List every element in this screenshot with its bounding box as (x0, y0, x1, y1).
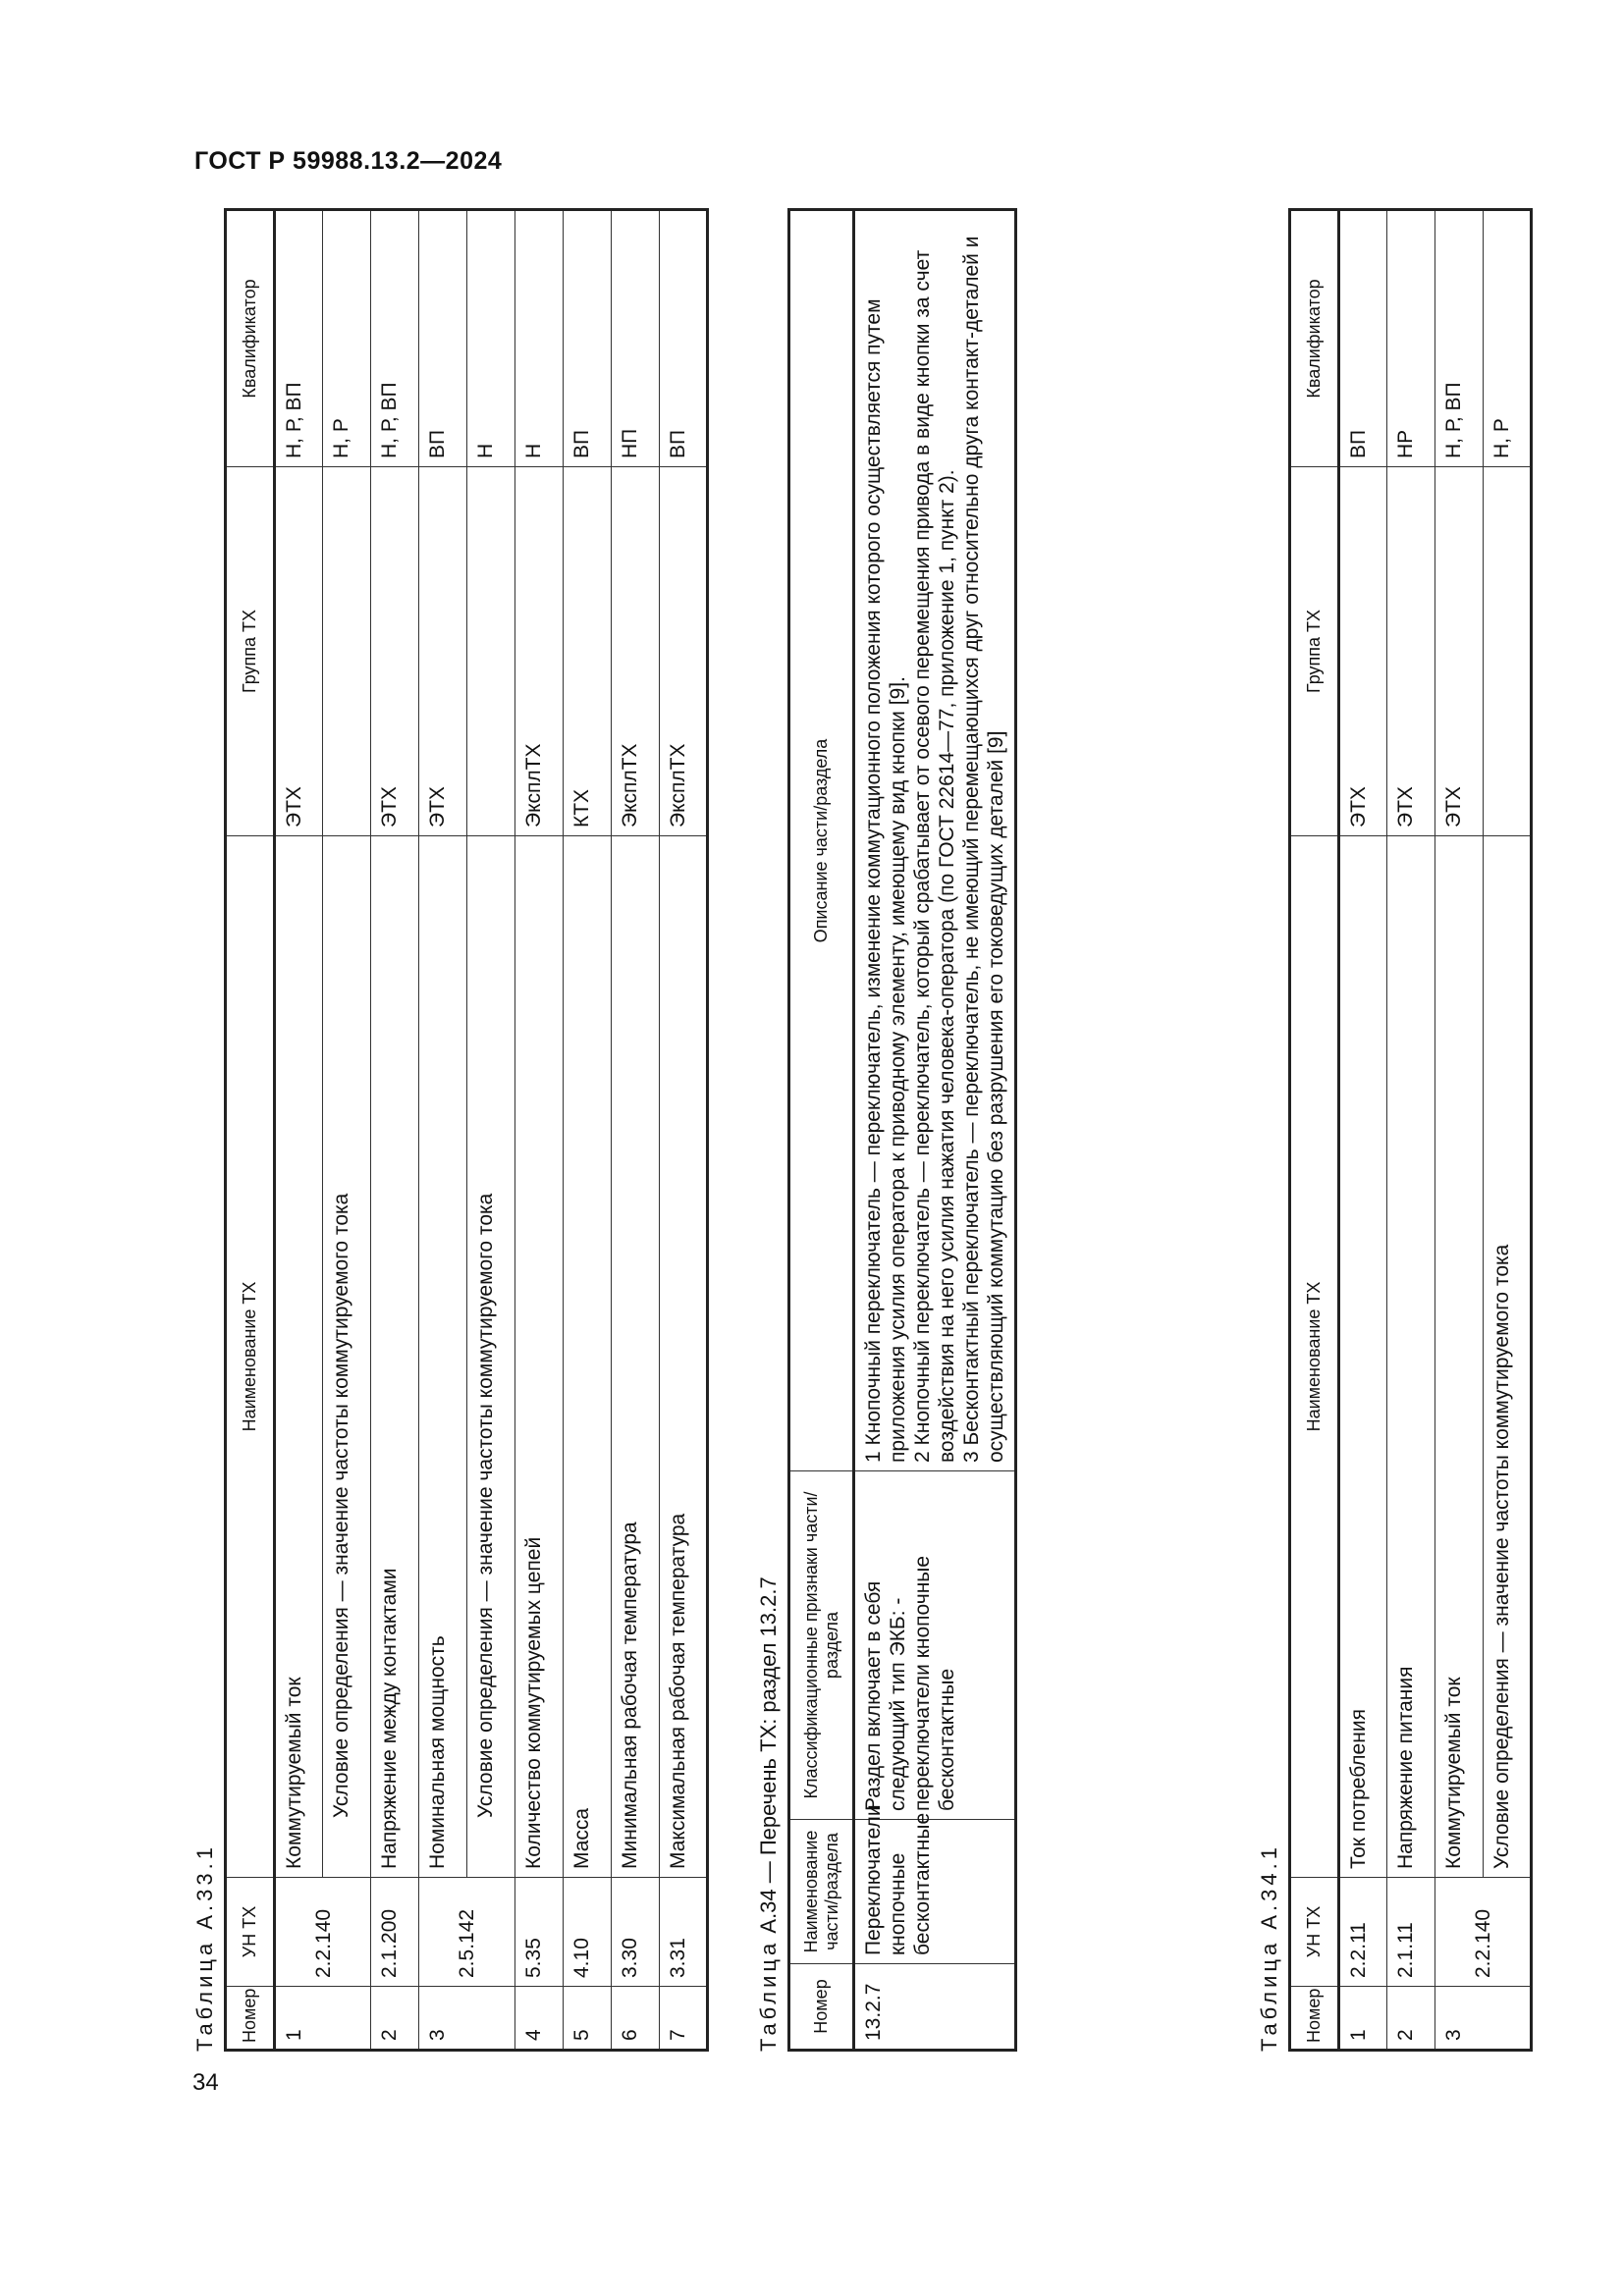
cell-name: Напряжение питания (1387, 836, 1435, 1878)
cell-number: 3 (419, 1987, 515, 2051)
cell-group: ЭТХ (275, 467, 323, 836)
col-header-number: Номер (789, 1964, 854, 2051)
cell-number: 1 (275, 1987, 371, 2051)
cell-code: 3.31 (660, 1878, 708, 1987)
table-header-row (1290, 210, 1339, 2051)
table-a34-1-caption: Таблица А.34.1 (1257, 1843, 1281, 2052)
cell-number: 2 (1387, 1987, 1435, 2051)
col-header-name: Наименование ТХ (226, 836, 275, 1878)
table-row (564, 210, 612, 2051)
cell-name: Условие определения — значение частоты коммутируемого тока (1484, 836, 1532, 1878)
cell-group: ЭксплТХ (612, 467, 660, 836)
cell-code: 3.30 (612, 1878, 660, 1987)
col-header-features: Классификационные признаки части/раздела (789, 1471, 854, 1820)
cell-group (1484, 467, 1532, 836)
cell-code: 2.2.140 (275, 1878, 371, 1987)
cell-group: ЭксплТХ (515, 467, 564, 836)
table-a34 (787, 208, 1017, 2052)
page-number: 34 (192, 2069, 219, 2096)
cell-qualifier: Н, Р, ВП (1435, 210, 1484, 467)
cell-number: 2 (371, 1987, 419, 2051)
cell-code: 5.35 (515, 1878, 564, 1987)
table-a34-caption-label: Таблица (756, 1939, 781, 2052)
cell-group: ЭксплТХ (660, 467, 708, 836)
cell-qualifier: Н, Р, ВП (275, 210, 323, 467)
cell-group: ЭТХ (1339, 467, 1387, 836)
table-row (419, 210, 467, 2051)
table-row (275, 210, 323, 2051)
table-a33-1-caption: Таблица А.33.1 (192, 1843, 217, 2052)
table-row (467, 210, 515, 2051)
col-header-name: Наименование ТХ (1290, 836, 1339, 1878)
cell-code: 4.10 (564, 1878, 612, 1987)
table-row (1484, 210, 1532, 2051)
description-item: 2 Кнопочный переключатель — переключатель, который срабатывает от осевого перемещения привода в виде кнопки за счет воздействия на него усилия нажатия человека-оператора (по ГОСТ 22614—77, приложение 1, пункт 2). (911, 249, 958, 1463)
cell-qualifier: Н, Р (1484, 210, 1532, 467)
col-header-code: УН ТХ (226, 1878, 275, 1987)
cell-number: 7 (660, 1987, 708, 2051)
description-item: 1 Кнопочный переключатель — переключатель, изменение коммутационного положения которого осуществляется путем приложения усилия оператора к приводному элементу, имеющему вид кнопки [9]. (862, 298, 909, 1463)
cell-qualifier: НП (612, 210, 660, 467)
col-header-part-name: Наименование части/раздела (789, 1820, 854, 1964)
table-row (854, 210, 1016, 2051)
table-row (323, 210, 371, 2051)
col-header-code: УН ТХ (1290, 1878, 1339, 1987)
cell-qualifier: Н (515, 210, 564, 467)
cell-code: 2.1.11 (1387, 1878, 1435, 1987)
cell-group: ЭТХ (1435, 467, 1484, 836)
cell-group: ЭТХ (419, 467, 467, 836)
cell-qualifier: ВП (660, 210, 708, 467)
cell-name: Ток потребления (1339, 836, 1387, 1878)
cell-name: Номинальная мощность (419, 836, 467, 1878)
cell-group (323, 467, 371, 836)
cell-code: 2.2.140 (1435, 1878, 1532, 1987)
cell-description (854, 210, 1016, 1471)
cell-group (467, 467, 515, 836)
cell-part-name: Переключатели кнопочные бесконтактные (854, 1820, 1016, 1964)
cell-code: 2.5.142 (419, 1878, 515, 1987)
cell-name: Напряжение между контактами (371, 836, 419, 1878)
cell-group: ЭТХ (1387, 467, 1435, 836)
table-a34-caption-text: А.34 — Перечень ТХ: раздел 13.2.7 (756, 1576, 781, 1934)
table-a34-1 (1288, 208, 1533, 2052)
table-row (1435, 210, 1484, 2051)
table-row (1339, 210, 1387, 2051)
col-header-group: Группа ТХ (226, 467, 275, 836)
rotated-page-content (187, 211, 1522, 2052)
col-header-number: Номер (226, 1987, 275, 2051)
cell-name: Количество коммутируемых цепей (515, 836, 564, 1878)
cell-name: Максимальная рабочая температура (660, 836, 708, 1878)
table-row (515, 210, 564, 2051)
cell-code: 2.1.200 (371, 1878, 419, 1987)
col-header-qualifier: Квалификатор (1290, 210, 1339, 467)
cell-number: 5 (564, 1987, 612, 2051)
cell-number: 3 (1435, 1987, 1532, 2051)
cell-name: Масса (564, 836, 612, 1878)
cell-name: Минимальная рабочая температура (612, 836, 660, 1878)
table-header-row (226, 210, 275, 2051)
cell-number: 13.2.7 (854, 1964, 1016, 2051)
col-header-number: Номер (1290, 1987, 1339, 2051)
cell-qualifier: Н (467, 210, 515, 467)
table-row (612, 210, 660, 2051)
cell-name: Коммутируемый ток (275, 836, 323, 1878)
cell-name: Условие определения — значение частоты коммутируемого тока (323, 836, 371, 1878)
description-item: 3 Бесконтактный переключатель — переключатель, не имеющий перемещающихся друг относительно друга контакт-деталей и осуществляющий коммутацию без разрушения его токоведущих деталей [9] (960, 236, 1007, 1463)
cell-name: Коммутируемый ток (1435, 836, 1484, 1878)
table-header-row (789, 210, 854, 2051)
col-header-description: Описание части/раздела (789, 210, 854, 1471)
col-header-group: Группа ТХ (1290, 467, 1339, 836)
cell-qualifier: Н, Р, ВП (371, 210, 419, 467)
cell-group: ЭТХ (371, 467, 419, 836)
table-a33-1 (224, 208, 709, 2052)
cell-number: 6 (612, 1987, 660, 2051)
document-header: ГОСТ Р 59988.13.2—2024 (194, 147, 503, 175)
cell-features: Раздел включает в себя следующий тип ЭКБ: - переключатели кнопочные бесконтактные (854, 1471, 1016, 1820)
cell-number: 1 (1339, 1987, 1387, 2051)
cell-qualifier: Н, Р (323, 210, 371, 467)
table-row (371, 210, 419, 2051)
table-row (1387, 210, 1435, 2051)
table-a34-caption (756, 1576, 782, 2052)
col-header-qualifier: Квалификатор (226, 210, 275, 467)
cell-qualifier: ВП (419, 210, 467, 467)
table-row (660, 210, 708, 2051)
cell-qualifier: НР (1387, 210, 1435, 467)
cell-qualifier: ВП (1339, 210, 1387, 467)
cell-name: Условие определения — значение частоты коммутируемого тока (467, 836, 515, 1878)
cell-code: 2.2.11 (1339, 1878, 1387, 1987)
cell-number: 4 (515, 1987, 564, 2051)
cell-group: КТХ (564, 467, 612, 836)
cell-qualifier: ВП (564, 210, 612, 467)
